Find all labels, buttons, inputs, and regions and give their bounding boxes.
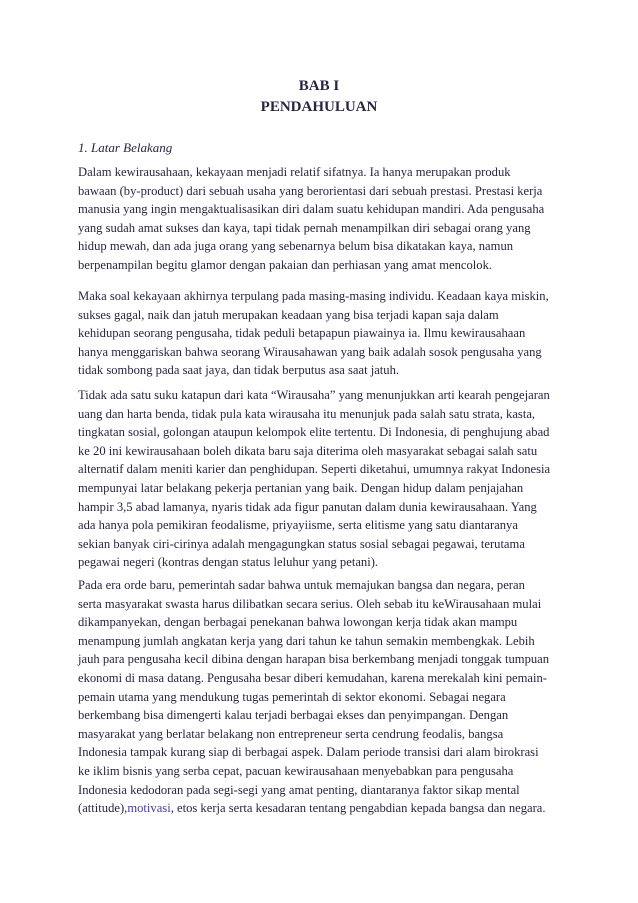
chapter-title: PENDAHULUAN: [260, 99, 378, 115]
text-line: hanya menggariskan bahwa seorang Wirausahawan yang baik adalah sosok pengusaha yang: [78, 344, 542, 359]
text-line: bawaan (by-product) dari sebuah usaha yang berorientasi dari sebuah prestasi. Prestasi kerja: [78, 183, 543, 198]
text-fragment: (attitude),: [78, 801, 128, 816]
paragraph-4: [78, 576, 570, 818]
text-line: Dalam kewirausahaan, kekayaan menjadi relatif sifatnya. Ia hanya merupakan produk: [78, 165, 511, 179]
text-line: masyarakat yang berlatar belakang non entrepreneur serta cendrung feodalis, bangsa: [78, 726, 504, 741]
text-line: berpenampilan begitu glamor dengan pakaian dan perhiasan yang amat mencolok.: [78, 257, 493, 272]
text-line: yang sudah amat sukses dan kaya, tapi tidak pernah menampilkan diri sebagai orang yang: [78, 220, 531, 235]
text-line: Maka soal kekayaan akhirnya terpulang pada masing-masing individu. Keadaan kaya miskin,: [78, 289, 549, 303]
text-line: ekonomi di masa datang. Pengusaha besar diberi kemudahan, karena merekalah kini pemain-: [78, 670, 547, 685]
text-line: menampung jumlah angkatan kerja yang dari tahun ke tahun semakin membengkak. Lebih: [78, 633, 535, 648]
text-line: mempunyai latar belakang pekerja pertanian yang baik. Dengan hidup dalam penjajahan: [78, 480, 524, 495]
text-line: Indonesia kedodoran pada segi-segi yang amat penting, diantaranya faktor sikap mental: [78, 782, 520, 797]
text-line: jauh para pengusaha kecil dibina dengan harapan bisa berkembang menjadi tonggak tumpuan: [78, 652, 550, 667]
text-line-last: [78, 799, 570, 818]
text-line: pegawai negeri (kontras dengan status leluhur yang petani).: [78, 555, 379, 570]
text-line: kehidupan seorang pengusaha, tidak peduli betapapun piawainya ia. Ilmu kewirausahaan: [78, 326, 526, 341]
paragraph-1: [78, 163, 570, 275]
text-line: hidup mewah, dan ada juga orang yang sebenarnya belum bisa dikatakan kaya, namun: [78, 239, 514, 254]
text-line: Pada era orde baru, pemerintah sadar bahwa untuk memajukan bangsa dan negara, peran: [78, 578, 525, 592]
text-line: hampir 3,5 abad lamanya, nyaris tidak ada figur panutan dalam dunia kewirausahaan. Yang: [78, 499, 537, 514]
text-line: berkembang bisa dimengerti kalau terjadi berbagai ekses dan penyimpangan. Dengan: [78, 708, 509, 723]
text-line: sukses gagal, naik dan jatuh merupakan keadaan yang bisa terjadi kapan saja dalam: [78, 307, 499, 322]
text-line: sekian banyak ciri-cirinya adalah mengagungkan status sosial sebagai pegawai, terutama: [78, 536, 525, 551]
text-line: pemain utama yang mendukung tugas pemerintah di sektor ekonomi. Sebagai negara: [78, 689, 506, 704]
text-line: Tidak ada satu suku katapun dari kata “Wirausaha” yang menunjukkan arti kearah pengejaran: [78, 388, 550, 402]
text-line: ada hanya pola pemikiran feodalisme, priyayiisme, serta elitisme yang satu diantaranya: [78, 518, 518, 533]
text-line: manusia yang ingin mengaktualisasikan diri dalam suatu kehidupan mandiri. Ada pengusaha: [78, 202, 545, 217]
text-line: dikampanyekan, dengan berbagai penekanan bahwa lowongan kerja tidak akan mampu: [78, 615, 518, 630]
text-line: alternatif dalam meniti karier dan penghidupan. Seperti diketahui, umumnya rakyat Indonesia: [78, 462, 551, 477]
text-line: ke iklim bisnis yang serba cepat, pacuan kewirausahaan menyebabkan para pengusaha: [78, 763, 514, 778]
chapter-number: BAB I: [298, 78, 340, 94]
paragraph-3: [78, 386, 570, 572]
text-line: Indonesia tampak kurang siap di berbagai aspek. Dalam periode transisi dari alam birokrasi: [78, 745, 539, 760]
text-line: ke 20 ini kewirausahaan boleh dikata baru saja diterima oleh masyarakat sebagai salah satu: [78, 443, 538, 458]
text-line: tingkatan sosial, golongan ataupun kelompok elite tertentu. Di Indonesia, di penghujung abad: [78, 425, 550, 440]
text-line: tidak sombong pada saat jaya, dan tidak berputus asa saat jatuh.: [78, 363, 400, 378]
motivasi-link[interactable]: motivasi: [127, 801, 171, 816]
text-fragment: , etos kerja serta kesadaran tentang pengabdian kepada bangsa dan negara.: [170, 801, 546, 816]
section-title: 1. Latar Belakang: [78, 140, 173, 155]
text-line: serta masyarakat swasta harus dilibatkan secara serius. Oleh sebab itu keWirausahaan mulai: [78, 596, 542, 611]
paragraph-2: [78, 287, 570, 380]
text-line: uang dan harta benda, tidak pula kata wirausaha itu menunjuk pada salah satu strata, kasta,: [78, 406, 536, 421]
